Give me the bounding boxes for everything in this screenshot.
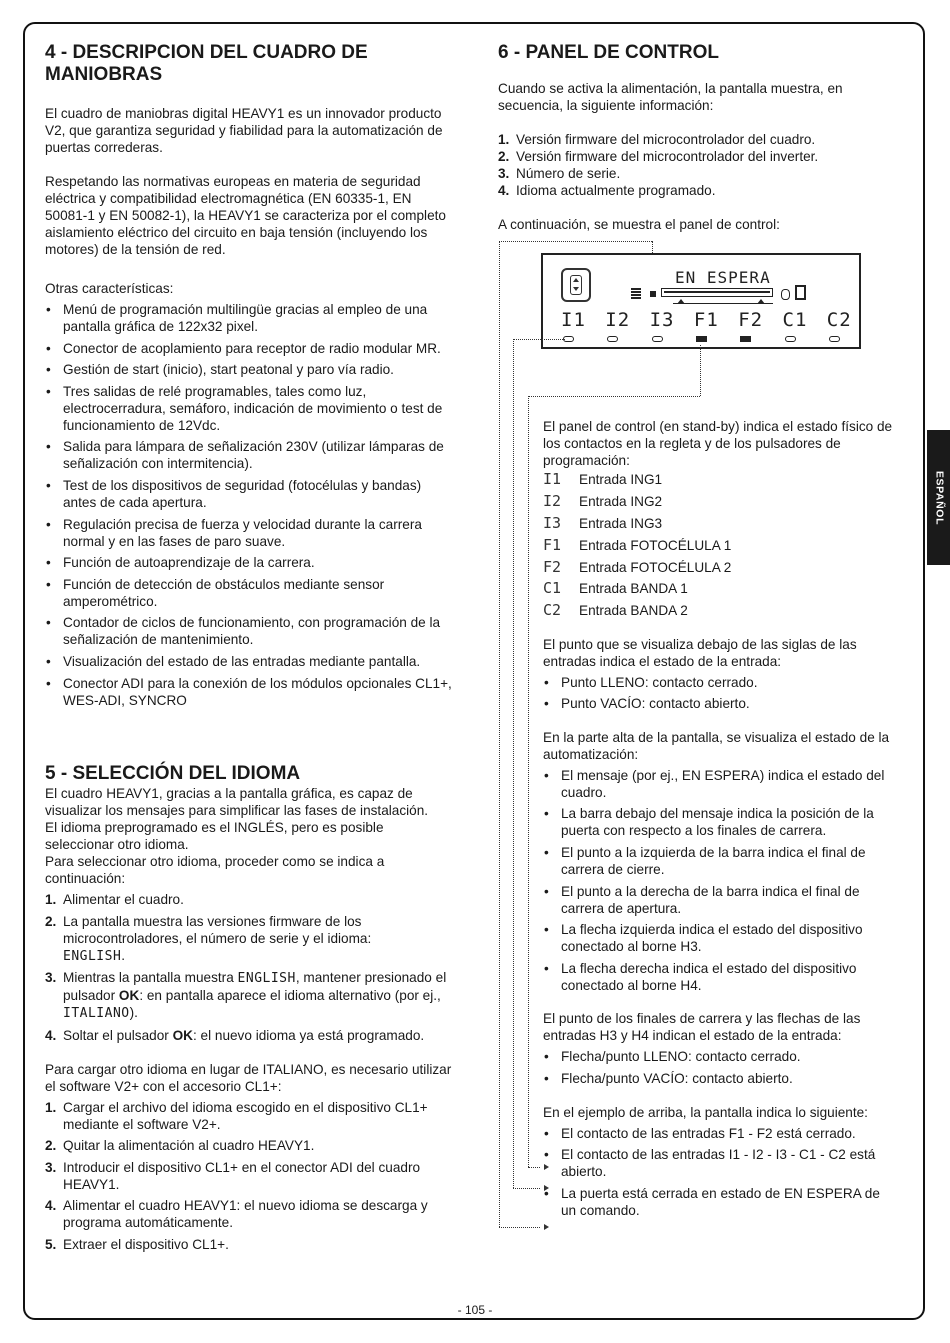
panel-input-dot <box>740 336 751 342</box>
panel-input-label: F2 <box>738 309 764 331</box>
startup-info-list <box>498 131 890 199</box>
list-item: 2. Versión firmware del microcontrolador del inverter. <box>498 149 819 164</box>
legend-text: Entrada BANDA 2 <box>579 603 688 619</box>
legend-row <box>543 491 893 513</box>
s6-paragraph-3: El panel de control (en stand-by) indica el estado físico de los contactos en la regleta y de los pulsadores de programación: <box>543 419 893 468</box>
legend-text: Entrada FOTOCÉLULA 2 <box>579 559 732 575</box>
list-item: • La flecha izquierda indica el estado del dispositivo conectado al borne H3. <box>543 921 893 955</box>
list-item: 3. Mientras la pantalla muestra ENGLISH, mantener presionado el pulsador OK: en pantalla aparece el idioma alternativo (por ej., ITALIANO). <box>45 970 447 1022</box>
list-item: • La barra debajo del mensaje indica la posición de la puerta con respecto a los finales de carrera. <box>543 805 893 839</box>
updown-icon <box>561 268 591 302</box>
list-item: • El contacto de las entradas I1 - I2 - I3 - C1 - C2 está abierto. <box>543 1146 893 1180</box>
section-5-title: 5 - SELECCIÓN DEL IDIOMA <box>45 763 301 785</box>
list-item: 4. Soltar el pulsador OK: el nuevo idioma ya está programado. <box>45 1027 425 1043</box>
list-item: 1. Cargar el archivo del idioma escogido en el dispositivo CL1+ mediante el software V2+. <box>45 1099 428 1132</box>
list-item: • Punto LLENO: contacto cerrado. <box>543 674 893 691</box>
s4-paragraph-3: Otras características: <box>45 281 174 296</box>
input-legend <box>543 469 893 622</box>
list-item: • La flecha derecha indica el estado del dispositivo conectado al borne H4. <box>543 960 893 994</box>
list-item: 2. Quitar la alimentación al cuadro HEAVY1. <box>45 1138 315 1154</box>
opening-limit-dot <box>781 289 790 300</box>
list-item: • Punto VACÍO: contacto abierto. <box>543 695 893 712</box>
list-item: 1. Versión firmware del microcontrolador del cuadro. <box>498 132 816 147</box>
list-item: • Regulación precisa de fuerza y velocidad durante la carrera normal y en las fases de paro suave. <box>45 516 455 550</box>
list-item: • Flecha/punto VACÍO: contacto abierto. <box>543 1070 893 1087</box>
section-6-title: 6 - PANEL DE CONTROL <box>498 42 719 63</box>
list-item: • El contacto de las entradas F1 - F2 está cerrado. <box>543 1125 893 1142</box>
limit-state-list <box>543 1048 893 1087</box>
lcd-english: ENGLISH <box>63 948 122 964</box>
legend-text: Entrada BANDA 1 <box>579 581 688 597</box>
s4-paragraph-2: Respetando las normativas europeas en materia de seguridad eléctrica y compatibilidad electromagnética (EN 60335-1, EN 50081-1 y EN 50082-1), la HEAVY1 se caracteriza por el completo aislamiento eléctrico del circuito en baja tensión (incluyendo los motores) de la tensión de red. <box>45 174 446 257</box>
battery-icon <box>795 285 806 300</box>
list-item: • Contador de ciclos de funcionamiento, con programación de la señalización de mantenimiento. <box>45 614 455 648</box>
panel-input-dot <box>696 336 707 342</box>
features-list <box>45 301 455 709</box>
legend-code: F2 <box>543 557 562 576</box>
s6-paragraph-2: A continuación, se muestra el panel de control: <box>498 217 780 232</box>
legend-text: Entrada FOTOCÉLULA 1 <box>579 537 732 553</box>
legend-code: F1 <box>543 535 562 554</box>
example-list <box>543 1125 893 1219</box>
control-panel-display <box>541 253 861 349</box>
legend-code: I1 <box>543 470 562 489</box>
panel-input-label: F1 <box>693 309 719 331</box>
legend-row <box>543 534 893 556</box>
legend-row <box>543 469 893 491</box>
legend-text: Entrada ING2 <box>579 494 663 510</box>
list-item: 4. Alimentar el cuadro HEAVY1: el nuevo idioma se descarga y programa automáticamente. <box>45 1198 428 1231</box>
panel-input-label: C2 <box>826 309 852 331</box>
list-item: • Gestión de start (inicio), start peatonal y paro vía radio. <box>45 361 455 378</box>
list-item: 3. Número de serie. <box>498 166 621 181</box>
left-column <box>45 42 455 1257</box>
s5-paragraph-4: Para cargar otro idioma en lugar de ITALIANO, es necesario utilizar el software V2+ con el accesorio CL1+: <box>45 1061 452 1094</box>
panel-input-label: I3 <box>649 309 675 331</box>
list-item: • Función de autoaprendizaje de la carrera. <box>45 554 455 571</box>
list-item: • Visualización del estado de las entradas mediante pantalla. <box>45 653 455 670</box>
list-item: 2. La pantalla muestra las versiones firmware de los microcontroladores, el número de serie y el idioma: ENGLISH. <box>45 913 372 964</box>
legend-code: I2 <box>543 492 562 511</box>
panel-input-dot <box>785 336 796 342</box>
section-4-title: 4 - DESCRIPCION DEL CUADRO DE MANIOBRAS <box>45 42 368 85</box>
list-item: 1. Alimentar el cuadro. <box>45 892 184 908</box>
closing-limit-dot <box>650 291 656 297</box>
s5-paragraph-3: Para seleccionar otro idioma, proceder como se indica a continuación: <box>45 854 385 887</box>
list-item: • Salida para lámpara de señalización 230V (utilizar lámparas de señalización con intermitencia). <box>45 438 455 472</box>
s4-paragraph-1: El cuadro de maniobras digital HEAVY1 es un innovador producto V2, que garantiza seguridad y fiabilidad para la automatización de puertas correderas. <box>45 106 443 155</box>
list-item: • Menú de programación multilingüe gracias al empleo de una pantalla gráfica de 122x32 pixel. <box>45 301 455 335</box>
panel-input-label: I1 <box>561 309 586 331</box>
status-text: EN ESPERA <box>675 268 771 287</box>
s6-paragraph-1: Cuando se activa la alimentación, la pantalla muestra, en secuencia, la siguiente información: <box>498 81 843 113</box>
list-item: 5. Extraer el dispositivo CL1+. <box>45 1236 229 1252</box>
legend-row <box>543 513 893 535</box>
list-item: • Tres salidas de relé programables, tales como luz, electrocerradura, semáforo, indicación de movimiento o test de funcionamiento de 12Vdc. <box>45 383 455 434</box>
memory-icon <box>631 288 641 299</box>
dot-state-list <box>543 674 893 713</box>
list-item: • Función de detección de obstáculos mediante sensor amperométrico. <box>45 576 455 610</box>
panel-input-dot <box>829 336 840 342</box>
panel-input-dot <box>652 336 663 342</box>
legend-row <box>543 600 893 622</box>
right-column <box>498 42 890 233</box>
legend-text: Entrada ING1 <box>579 472 663 488</box>
list-item: • Conector de acoplamiento para receptor de radio modular MR. <box>45 340 455 357</box>
list-item: • El punto a la izquierda de la barra indica el final de carrera de cierre. <box>543 844 893 878</box>
list-item: • El mensaje (por ej., EN ESPERA) indica el estado del cuadro. <box>543 767 893 801</box>
s6-paragraph-7: En el ejemplo de arriba, la pantalla indica lo siguiente: <box>543 1104 868 1120</box>
legend-text: Entrada ING3 <box>579 515 663 531</box>
list-item: • El punto a la derecha de la barra indica el final de carrera de apertura. <box>543 883 893 917</box>
panel-input-dot <box>607 336 618 342</box>
legend-code: I3 <box>543 513 562 532</box>
legend-row <box>543 578 893 600</box>
s6-paragraph-4: El punto que se visualiza debajo de las siglas de las entradas indica el estado de la entrada: <box>543 636 857 669</box>
s6-paragraph-5: En la parte alta de la pantalla, se visualiza el estado de la automatización: <box>543 729 890 762</box>
automation-state-list <box>543 767 893 994</box>
list-item: • Conector ADI para la conexión de los módulos opcionales CL1+, WES-ADI, SYNCRO <box>45 675 455 709</box>
language-steps <box>45 891 455 1044</box>
s6-paragraph-6: El punto de los finales de carrera y las flechas de las entradas H3 y H4 indican el estado de la entrada: <box>543 1011 861 1044</box>
panel-explanation <box>543 418 893 1223</box>
list-item: • Flecha/punto LLENO: contacto cerrado. <box>543 1048 893 1065</box>
lcd-english: ENGLISH <box>237 971 296 987</box>
panel-input-label: C1 <box>782 309 808 331</box>
legend-code: C1 <box>543 579 562 598</box>
s5-paragraph-1: El cuadro HEAVY1, gracias a la pantalla gráfica, es capaz de visualizar los mensajes para simplificar las fases de instalación. <box>45 786 429 819</box>
list-item: 3. Introducir el dispositivo CL1+ en el conector ADI del cuadro HEAVY1. <box>45 1159 421 1192</box>
list-item: 4. Idioma actualmente programado. <box>498 183 716 198</box>
page-number: - 105 - <box>457 1303 493 1317</box>
position-bar <box>661 288 773 297</box>
panel-input-label: I2 <box>605 309 631 331</box>
s5-paragraph-2: El idioma preprogramado es el INGLÉS, pero es posible seleccionar otro idioma. <box>45 820 384 853</box>
legend-row <box>543 556 893 578</box>
language-side-tab: ESPAÑOL <box>927 430 950 565</box>
list-item: • La puerta está cerrada en estado de EN ESPERA de un comando. <box>543 1185 893 1219</box>
legend-code: C2 <box>543 601 562 620</box>
lcd-italiano: ITALIANO <box>63 1006 130 1022</box>
list-item: • Test de los dispositivos de seguridad (fotocélulas y bandas) antes de cada apertura. <box>45 477 455 511</box>
cl1-steps <box>45 1099 455 1253</box>
